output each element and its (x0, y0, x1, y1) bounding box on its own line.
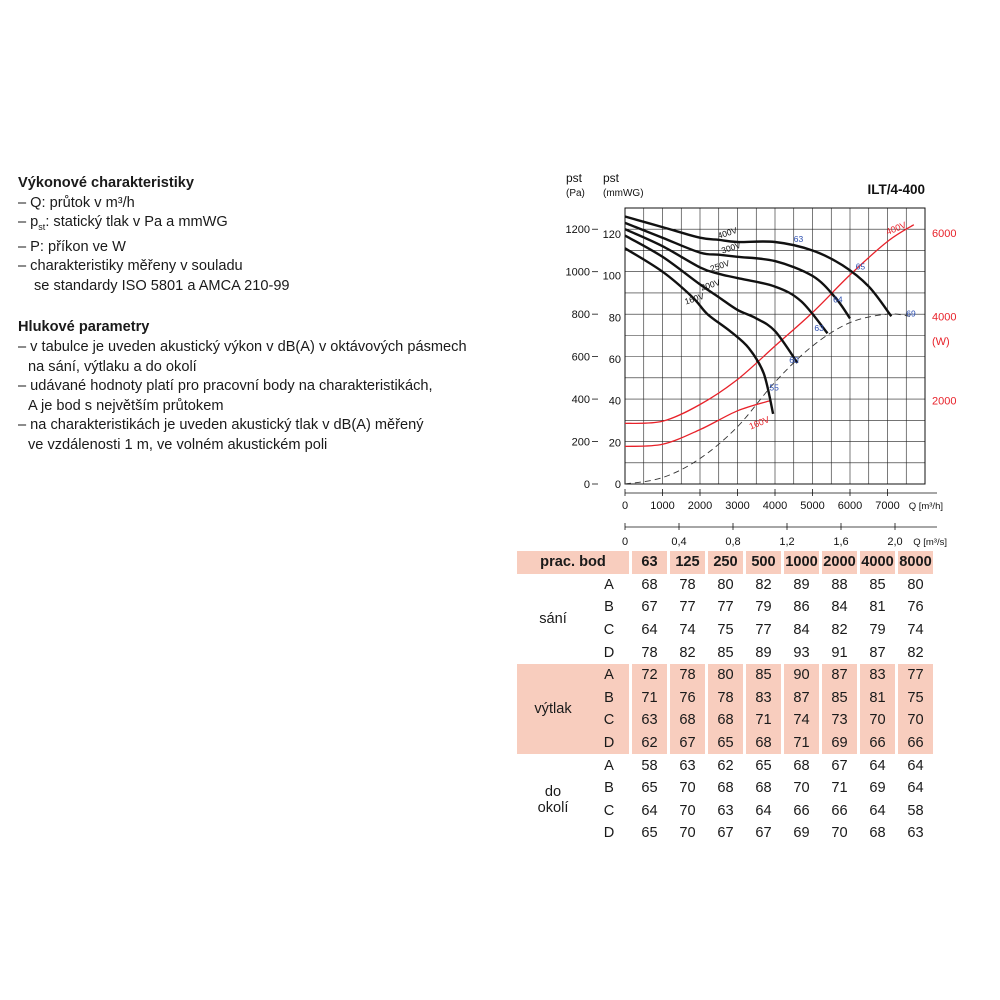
pressure-curve-400V (625, 217, 891, 317)
table-cell-value: 74 (784, 709, 819, 732)
x2-axis-label: Q [m³/s] (913, 537, 947, 548)
table-cell-value: 67 (755, 825, 772, 842)
work-point-label: A (589, 664, 629, 687)
table-cell-value: 76 (907, 599, 924, 616)
table-cell-value: 66 (860, 732, 895, 755)
x2-tick-label: 1,2 (779, 536, 795, 548)
performance-item: – P: příkon ve W (18, 238, 126, 255)
x2-tick-label: 2,0 (887, 536, 903, 548)
chart-svg (550, 160, 990, 548)
sound-pressure-label: 65 (855, 261, 866, 272)
table-cell-value: 85 (746, 664, 781, 687)
table-cell-value: 70 (860, 709, 895, 732)
x2-tick-label: 0 (621, 536, 629, 548)
table-cell-value: 85 (869, 576, 886, 593)
table-cell-value: 69 (822, 732, 857, 755)
fan-characteristic-chart (550, 160, 990, 548)
table-cell-value: 75 (898, 687, 933, 710)
power-curve-label: 160V (747, 414, 771, 432)
table-cell-value: 70 (679, 802, 696, 819)
table-cell-value: 81 (869, 599, 886, 616)
y-tick-label-pa: 1200 (565, 224, 590, 237)
header-frequency: 250 (708, 551, 743, 574)
y-left2-unit: (mmWG) (603, 188, 644, 199)
work-point-label: D (603, 644, 615, 661)
table-cell-value: 63 (632, 709, 667, 732)
table-cell-value: 64 (907, 757, 924, 774)
table-cell-value: 86 (793, 599, 810, 616)
work-point-label: B (604, 780, 614, 797)
work-point-label: B (589, 687, 629, 710)
noise-item: – v tabulce je uveden akustický výkon v dB(A) v oktávových pásmech (18, 339, 467, 356)
table-cell-value: 64 (641, 802, 658, 819)
table-cell-value: 83 (746, 687, 781, 710)
y-left-unit: (Pa) (566, 188, 585, 199)
power-curve-label: 400V (884, 219, 908, 238)
table-cell-value: 68 (641, 576, 658, 593)
table-cell-value: 77 (717, 599, 734, 616)
table-cell-value: 71 (746, 709, 781, 732)
pressure-curve-label: 300V (720, 239, 743, 256)
y-left2-label: pst (603, 171, 620, 185)
noise-item: na sání, výtlaku a do okolí (28, 358, 197, 375)
performance-heading: Výkonové charakteristiky (18, 175, 195, 191)
table-cell-value: 80 (717, 576, 734, 593)
y-tick-label-pa: 600 (571, 351, 590, 364)
table-cell-value: 84 (831, 599, 848, 616)
table-cell-value: 77 (679, 599, 696, 616)
header-frequency: 2000 (822, 551, 857, 574)
y-tick-label-pa: 1000 (565, 266, 590, 279)
table-cell-value: 79 (755, 599, 772, 616)
pressure-curve-label: 250V (708, 257, 731, 274)
work-point-label: B (604, 599, 614, 616)
description-text (18, 174, 488, 456)
x2-tick-label: 0,4 (671, 536, 687, 548)
sound-pressure-label: 63 (793, 233, 804, 244)
y-tick-label-mmwg: 120 (602, 229, 621, 242)
table-cell-value: 75 (717, 622, 734, 639)
table-cell-value: 90 (784, 664, 819, 687)
noise-item: – na charakteristikách je uveden akustický tlak v dB(A) měřený (18, 417, 424, 434)
table-cell-value: 70 (793, 780, 810, 797)
table-cell-value: 78 (641, 644, 658, 661)
performance-list (18, 194, 488, 297)
header-work-point: prac. bod (517, 551, 629, 574)
table-cell-value: 64 (641, 622, 658, 639)
table-cell-value: 63 (679, 757, 696, 774)
table-cell-value: 68 (717, 780, 734, 797)
pressure-curve-label: 200V (699, 277, 722, 293)
sound-pressure-label: 69 (906, 308, 916, 319)
table-cell-value: 82 (831, 622, 848, 639)
group-label: do okolí (537, 783, 569, 816)
table-cell-value: 67 (670, 732, 705, 755)
x-tick-label: 6000 (837, 500, 863, 512)
table-cell-value: 84 (793, 622, 810, 639)
table-cell-value: 87 (822, 664, 857, 687)
table-cell-value: 71 (632, 687, 667, 710)
table-cell-value: 77 (755, 622, 772, 639)
header-frequency: 125 (670, 551, 705, 574)
y-tick-label-mmwg: 0 (614, 479, 621, 491)
x-tick-label: 2000 (687, 500, 713, 512)
table-cell-value: 91 (831, 644, 848, 661)
work-point-label: D (589, 732, 629, 755)
table-cell-value: 82 (679, 644, 696, 661)
table-cell-value: 68 (670, 709, 705, 732)
table-cell-value: 67 (641, 599, 658, 616)
work-point-label: C (603, 622, 615, 639)
table-cell-value: 66 (898, 732, 933, 755)
work-point-label: C (603, 802, 615, 819)
table-cell-value: 66 (793, 802, 810, 819)
table-cell-value: 70 (679, 825, 696, 842)
table-cell-value: 88 (831, 576, 848, 593)
table-cell-value: 71 (784, 732, 819, 755)
table-cell-value: 63 (717, 802, 734, 819)
table-cell-value: 89 (793, 576, 810, 593)
y-tick-label-pa: 200 (571, 436, 590, 449)
y-tick-label-mmwg: 100 (602, 270, 621, 283)
table-cell-value: 58 (907, 802, 924, 819)
noise-item: A je bod s největším průtokem (28, 397, 224, 414)
table-cell-value: 58 (641, 757, 658, 774)
group-label: výtlak (517, 664, 589, 754)
y-tick-label-mmwg: 80 (608, 312, 621, 325)
table-header-row (517, 551, 933, 574)
y-tick-label-mmwg: 40 (608, 395, 621, 408)
table-cell-value: 62 (717, 757, 734, 774)
table-cell-value: 70 (898, 709, 933, 732)
table-cell-value: 64 (755, 802, 772, 819)
noise-list (18, 338, 488, 456)
pressure-curve-label: 400V (716, 225, 739, 241)
table-row (517, 664, 933, 687)
performance-item: – Q: průtok v m³/h (18, 194, 135, 211)
table-cell-value: 82 (907, 644, 924, 661)
table-cell-value: 64 (869, 757, 886, 774)
x-tick-label: 1000 (650, 500, 675, 512)
performance-item: – $p_{st}$: statický tlak v Pa a mmWG (18, 214, 228, 233)
table-row (517, 574, 933, 597)
table-cell-value: 65 (641, 780, 658, 797)
noise-item: ve vzdálenosti 1 m, ve volném akustickém poli (28, 437, 328, 454)
x-axis-label: Q [m³/h] (908, 501, 943, 512)
table-cell-value: 63 (907, 825, 924, 842)
table-cell-value: 67 (717, 825, 734, 842)
table-cell-value: 79 (869, 622, 886, 639)
table-cell-value: 68 (746, 732, 781, 755)
table-cell-value: 83 (860, 664, 895, 687)
table-cell-value: 87 (869, 644, 886, 661)
sound-pressure-label: 55 (769, 382, 779, 393)
x-tick-label: 5000 (800, 500, 825, 512)
noise-item: – udávané hodnoty platí pro pracovní body na charakteristikách, (18, 378, 433, 395)
performance-item: – charakteristiky měřeny v souladu (18, 258, 243, 275)
y-tick-label-w: 2000 (932, 395, 957, 408)
table-cell-value: 67 (831, 757, 848, 774)
table-cell-value: 68 (869, 825, 886, 842)
table-cell-value: 74 (907, 622, 924, 639)
table-cell-value: 68 (755, 780, 772, 797)
table-cell-value: 65 (708, 732, 743, 755)
x-tick-label: 3000 (725, 500, 750, 512)
table-cell-value: 80 (708, 664, 743, 687)
table-cell-value: 80 (907, 576, 924, 593)
pressure-curve-160V (625, 248, 773, 414)
header-frequency: 1000 (784, 551, 819, 574)
table-cell-value: 78 (679, 576, 696, 593)
table-cell-value: 65 (641, 825, 658, 842)
table-cell-value: 81 (860, 687, 895, 710)
table-cell-value: 71 (831, 780, 848, 797)
chart-title: ILT/4-400 (867, 182, 925, 197)
table-cell-value: 69 (793, 825, 810, 842)
sound-pressure-label: 63 (814, 323, 824, 334)
noise-heading: Hlukové parametry (18, 319, 150, 336)
noise-table (517, 551, 933, 845)
header-frequency: 8000 (898, 551, 933, 574)
table-cell-value: 68 (793, 757, 810, 774)
work-point-label: D (603, 825, 615, 842)
work-point-label: A (604, 757, 614, 774)
x-tick-label: 7000 (875, 500, 900, 512)
table-cell-value: 64 (907, 780, 924, 797)
work-point-label: C (589, 709, 629, 732)
table-cell-value: 73 (822, 709, 857, 732)
header-frequency: 500 (746, 551, 781, 574)
work-point-label: A (604, 576, 614, 593)
y-tick-label-mmwg: 60 (608, 354, 621, 367)
y-left-label: pst (566, 171, 583, 185)
table-cell-value: 74 (679, 622, 696, 639)
table-row (517, 754, 933, 777)
x-tick-label: 4000 (762, 500, 788, 512)
sound-pressure-label: 64 (833, 294, 843, 305)
table-cell-value: 89 (755, 644, 772, 661)
y-tick-label-w: 6000 (932, 228, 957, 241)
table-cell-value: 76 (670, 687, 705, 710)
y-tick-label-w: 4000 (932, 311, 957, 324)
table-cell-value: 68 (708, 709, 743, 732)
table-cell-value: 64 (869, 802, 886, 819)
table-cell-value: 62 (632, 732, 667, 755)
table-cell-value: 87 (784, 687, 819, 710)
table-cell-value: 82 (755, 576, 772, 593)
table-cell-value: 65 (755, 757, 772, 774)
header-frequency: 63 (632, 551, 667, 574)
group-label: sání (539, 610, 567, 627)
y-right-label: (W) (932, 336, 950, 348)
table-cell-value: 85 (822, 687, 857, 710)
performance-item: se standardy ISO 5801 a AMCA 210-99 (34, 277, 290, 294)
table-cell-value: 70 (831, 825, 848, 842)
y-tick-label-mmwg: 20 (608, 437, 621, 450)
y-tick-label-pa: 0 (583, 479, 590, 491)
table-cell-value: 69 (869, 780, 886, 797)
y-tick-label-pa: 400 (571, 394, 590, 407)
table-cell-value: 85 (717, 644, 734, 661)
sound-pressure-label: 60 (789, 354, 799, 365)
table-cell-value: 72 (632, 664, 667, 687)
table-cell-value: 70 (679, 780, 696, 797)
header-frequency: 4000 (860, 551, 895, 574)
x-tick-label: 0 (621, 500, 629, 512)
y-tick-label-pa: 800 (571, 309, 590, 322)
table-cell-value: 93 (793, 644, 810, 661)
x2-tick-label: 1,6 (833, 536, 849, 548)
table-cell-value: 77 (898, 664, 933, 687)
table-cell-value: 78 (708, 687, 743, 710)
pressure-curve-label: 160V (683, 290, 706, 307)
x2-tick-label: 0,8 (725, 536, 741, 548)
table-cell-value: 66 (831, 802, 848, 819)
table-cell-value: 78 (670, 664, 705, 687)
